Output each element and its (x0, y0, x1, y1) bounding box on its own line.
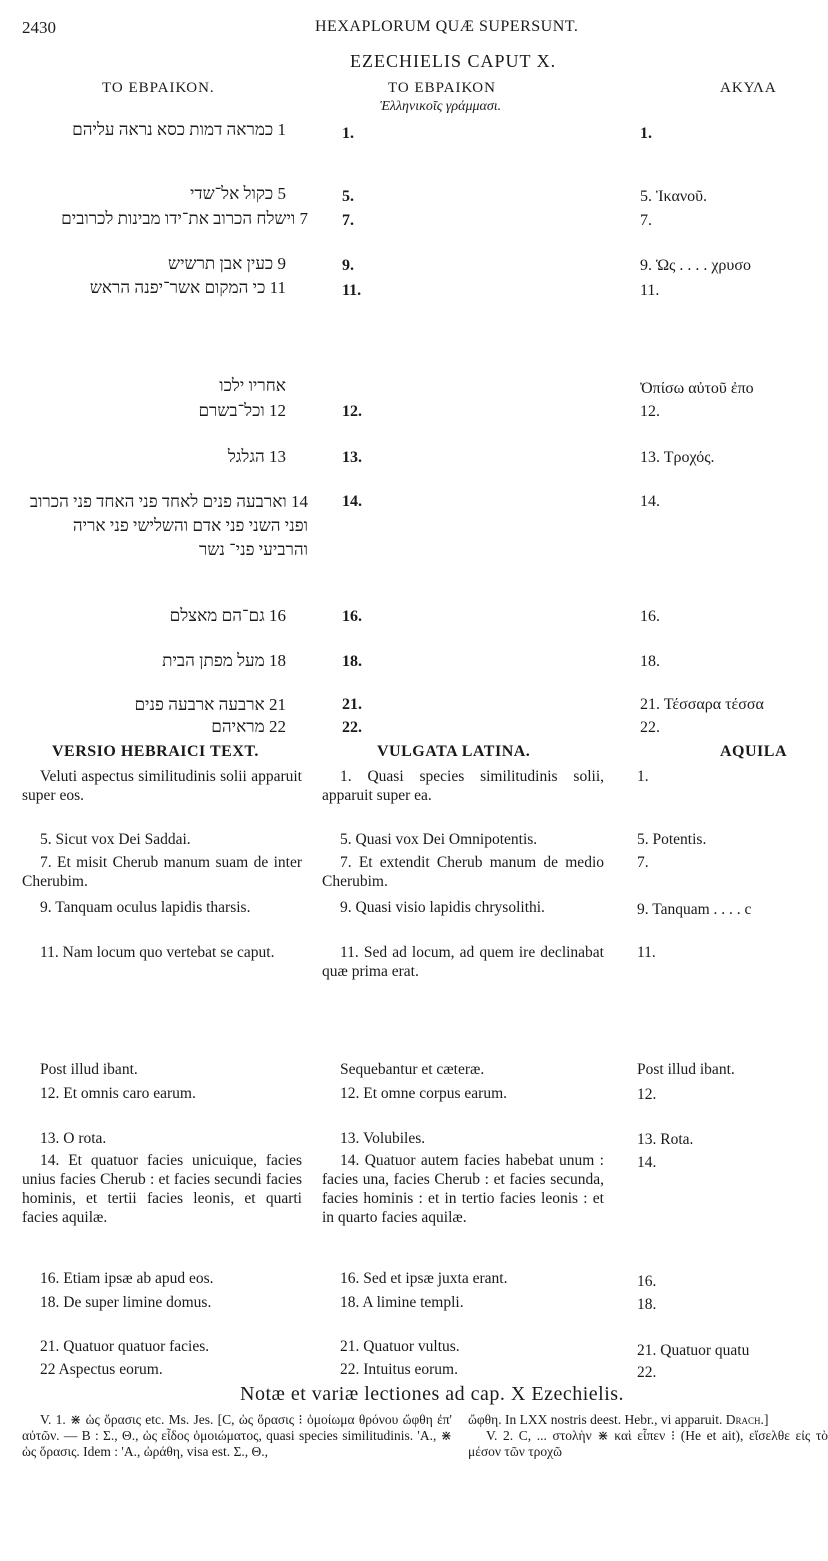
aquila-greek-21: 21. Τέσσαρα τέσσα (640, 696, 764, 713)
aquila-greek-column (640, 118, 791, 743)
aquila-latin-v18: 18. (637, 1296, 657, 1313)
versio-v7: 7. Et misit Cherub manum suam de inter Cherubim. (22, 854, 302, 890)
aquila-latin-v21: 21. Quatuor quatu (637, 1342, 750, 1359)
aquila-latin-column (637, 767, 791, 1382)
aquila-greek-9: 9. Ὡς . . . . χρυσο (640, 257, 751, 274)
aquila-greek-18: 18. (640, 653, 660, 670)
versio-v12: 12. Et omnis caro earum. (40, 1085, 196, 1102)
aquila-greek-13: 13. Τροχός. (640, 449, 715, 466)
vulgata-post: Sequebantur et cæteræ. (340, 1061, 485, 1078)
translit-number: 11. (342, 282, 362, 299)
translit-number: 13. (342, 449, 362, 466)
translit-number: 21. (342, 696, 362, 713)
notes-title: Notæ et variæ lectiones ad cap. X Ezechielis. (240, 1383, 625, 1405)
aquila-greek-11: 11. (640, 282, 660, 299)
aquila-greek-22: 22. (640, 719, 660, 736)
aquila-latin-post: Post illud ibant. (637, 1061, 735, 1078)
vulgata-v9: 9. Quasi visio lapidis chrysolithi. (340, 899, 545, 916)
versio-v1: Veluti aspectus similitudinis solii apparuit super eos. (22, 768, 302, 804)
running-title: HEXAPLORUM QUÆ SUPERSUNT. (315, 18, 579, 35)
notes-left-column: V. 1. ⋇ ὡς ὅρασις etc. Ms. Jes. [C, ὡς ὅρασις ⁝ ὁμοίωμα θρόνου ὤφθη ἐπ' αὐτῶν. — B : Σ., Θ., ὡς εἶδος ὁμοιώματος, quasi species similitudinis. 'Α., ⋇ ὡς ὅρασις. Idem : 'Α., ὠράθη, visa est. Σ., Θ., (22, 1412, 452, 1459)
translit-number: 16. (342, 608, 362, 625)
versio-v16: 16. Etiam ipsæ ab apud eos. (40, 1270, 214, 1287)
translit-column-head: ΤΟ ΕΒΡΑΙΚΟΝ (388, 80, 496, 96)
aquila-greek-7: 7. (640, 212, 652, 229)
versio-v14: 14. Et quatuor facies unicuique, facies unius facies Cherub : et facies secundi facies hominis, et tertii facies leonis, et quarti facies aquilæ. (22, 1152, 302, 1226)
versio-v9: 9. Tanquam oculus lapidis tharsis. (40, 899, 251, 916)
hebrew-verse-13: 13 הגלגל (227, 447, 286, 466)
aquila-latin-head: AQUILA (720, 743, 788, 760)
aquila-latin-head-wrap (718, 743, 791, 765)
vulgata-head: VULGATA LATINA. (377, 743, 531, 760)
aquila-greek-5: 5. Ἱκανοῦ. (640, 188, 707, 205)
aquila-greek-16: 16. (640, 608, 660, 625)
vulgata-v18: 18. A limine templi. (340, 1294, 464, 1311)
hebrew-verse-7: 7 וישלח הכרוב את־ידו מבינות לכרובים (61, 209, 308, 228)
aquila-greek-12: 12. (640, 403, 660, 420)
translit-number: 1. (342, 125, 354, 142)
page-number: 2430 (22, 18, 56, 37)
aquila-latin-v13: 13. Rota. (637, 1131, 694, 1148)
hebrew-verse-16: 16 גם־הם מאצלם (169, 606, 286, 625)
notes-right-text: ὤφθη. In LXX nostris deest. Hebr., vi apparuit. Drach.] V. 2. C, ... στολὴν ⋇ καὶ εἶπεν ⁝ (He et ait), εἴσελθε εἰς τὸ μέσον τῶν τροχῶ (468, 1412, 828, 1459)
translit-number: 7. (342, 212, 354, 229)
aquila-latin-v12: 12. (637, 1086, 657, 1103)
translit-column-subhead: Ἑλληνικοῖς γράμμασι. (380, 99, 502, 114)
translit-number: 9. (342, 257, 354, 274)
vulgata-v5: 5. Quasi vox Dei Omnipotentis. (340, 831, 538, 848)
vulgata-v21: 21. Quatuor vultus. (340, 1338, 460, 1355)
vulgata-v16: 16. Sed et ipsæ juxta erant. (340, 1270, 508, 1287)
aquila-latin-v5: 5. Potentis. (637, 831, 707, 848)
versio-v18: 18. De super limine domus. (40, 1294, 212, 1311)
aquila-greek-14: 14. (640, 493, 660, 510)
hebrew-verse-11-cont: אחריו ילכו (219, 376, 286, 395)
hebrew-verse-9: 9 כעין אבן תרשיש (168, 254, 286, 273)
versio-head: VERSIO HEBRAICI TEXT. (52, 743, 259, 760)
translit-number: 12. (342, 403, 362, 420)
aquila-latin-v14: 14. (637, 1154, 657, 1171)
versio-v13: 13. O rota. (40, 1130, 107, 1147)
hebrew-verse-11: 11 כי המקום אשר־יפנה הראש (89, 278, 286, 297)
hebrew-verse-5: 5 כקול אל־שדי (189, 184, 286, 203)
versio-v11: 11. Nam locum quo vertebat se caput. (40, 944, 275, 961)
vulgata-v11: 11. Sed ad locum, ad quem ire declinabat quæ prima erat. (322, 944, 604, 980)
hebrew-verse-1: 1 כמראה דמות כסא נראה עליהם (72, 120, 286, 139)
translit-number: 14. (342, 493, 362, 510)
aquila-latin-v1: 1. (637, 768, 649, 785)
vulgata-v14: 14. Quatuor autem facies habebat unum : facies una, facies Cherub : et facies secunda, facies hominis : et in tertio facies leonis : et in quarto facies aquilæ. (322, 1152, 604, 1226)
aquila-latin-v16: 16. (637, 1273, 657, 1290)
hebrew-verse-21: 21 ארבעה ארבעה פנים (134, 695, 286, 714)
aquila-latin-v22: 22. (637, 1364, 657, 1381)
translit-number: 22. (342, 719, 362, 736)
translit-number: 5. (342, 188, 354, 205)
translit-number: 18. (342, 653, 362, 670)
notes-author: Drach. (725, 1412, 764, 1427)
aquila-latin-v11: 11. (637, 944, 656, 961)
hebrew-column-head: ΤΟ ΕΒΡΑΙΚΟΝ. (102, 80, 215, 96)
vulgata-v22: 22. Intuitus eorum. (340, 1361, 458, 1378)
hebrew-verse-22: 22 מראיהם (211, 717, 286, 736)
vulgata-v1: 1. Quasi species similitudinis solii, apparuit super ea. (322, 768, 604, 804)
vulgata-v13: 13. Volubiles. (340, 1130, 426, 1147)
hebrew-verse-18: 18 מעל מפתן הבית (162, 651, 286, 670)
versio-v22: 22 Aspectus eorum. (40, 1361, 163, 1378)
versio-v21: 21. Quatuor quatuor facies. (40, 1338, 210, 1355)
aquila-column-head: ΑΚΥΛΑ (720, 80, 777, 96)
vulgata-v7: 7. Et extendit Cherub manum de medio Cherubim. (322, 854, 604, 890)
versio-post: Post illud ibant. (40, 1061, 138, 1078)
aquila-column-head-wrap (720, 80, 791, 100)
hebrew-verse-14: 14 וארבעה פנים לאחד פני האחד פני הכרוב ופני השני פני אדם והשלישי פני אריה והרביעי פני־ נשר (29, 492, 308, 559)
aquila-greek-post: Ὀπίσω αὐτοῦ ἐπο (640, 380, 754, 397)
chapter-title: EZECHIELIS CAPUT X. (350, 51, 557, 71)
aquila-greek-1: 1. (640, 125, 652, 142)
vulgata-v12: 12. Et omne corpus earum. (340, 1085, 508, 1102)
aquila-latin-v9: 9. Tanquam . . . . c (637, 901, 752, 918)
hebrew-verse-12: 12 וכל־בשרם (198, 401, 286, 420)
aquila-latin-v7: 7. (637, 854, 649, 871)
versio-v5: 5. Sicut vox Dei Saddai. (40, 831, 191, 848)
notes-right-column (468, 1412, 828, 1492)
